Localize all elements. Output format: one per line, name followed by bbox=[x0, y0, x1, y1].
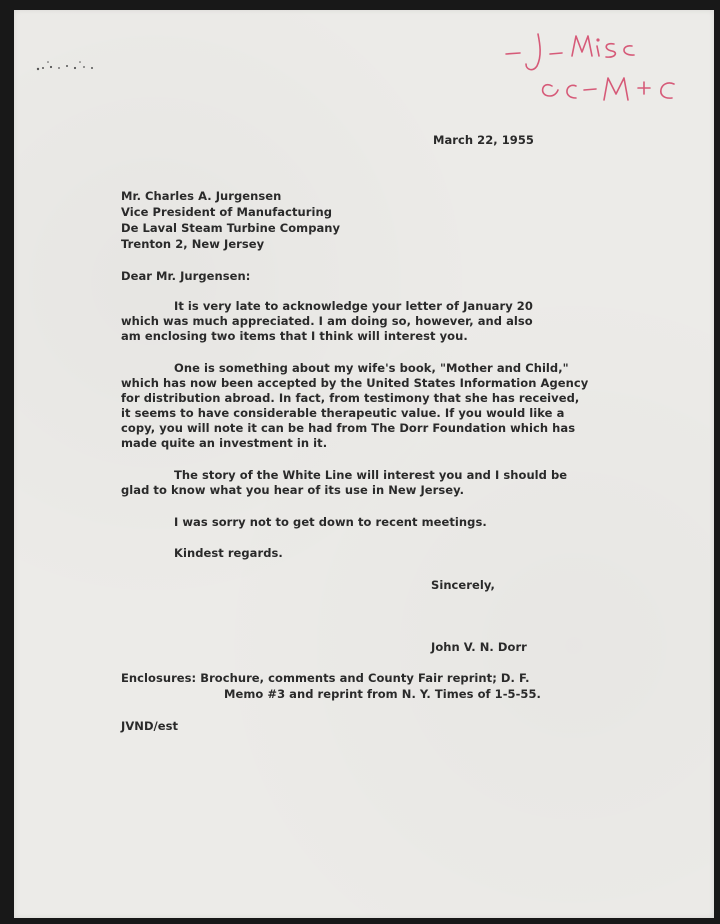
paragraph-line: which has now been accepted by the United States Information Agency bbox=[121, 376, 589, 390]
paragraph-line: glad to know what you hear of its use in New Jersey. bbox=[121, 483, 465, 497]
typist-initials: JVND/est bbox=[121, 719, 179, 733]
handwritten-note bbox=[504, 24, 714, 104]
salutation: Dear Mr. Jurgensen: bbox=[121, 269, 251, 283]
paragraph-line: it seems to have considerable therapeutic value. If you would like a bbox=[121, 406, 565, 420]
paragraph-line: Kindest regards. bbox=[174, 546, 283, 560]
paragraph-line: am enclosing two items that I think will interest you. bbox=[121, 329, 468, 343]
enclosures-line: Enclosures: Brochure, comments and County Fair reprint; D. F. bbox=[121, 671, 530, 685]
pencil-mark bbox=[34, 56, 114, 76]
recipient-line: De Laval Steam Turbine Company bbox=[121, 221, 341, 235]
paragraph-line: It is very late to acknowledge your letter of January 20 bbox=[174, 299, 533, 313]
closing: Sincerely, bbox=[431, 578, 495, 592]
paragraph-line: I was sorry not to get down to recent meetings. bbox=[174, 515, 487, 529]
paragraph-line: One is something about my wife's book, "Mother and Child," bbox=[174, 361, 569, 375]
paragraph-line: The story of the White Line will interest you and I should be bbox=[174, 468, 568, 482]
letter-date: March 22, 1955 bbox=[433, 133, 534, 147]
recipient-line: Mr. Charles A. Jurgensen bbox=[121, 189, 282, 203]
paragraph-line: copy, you will note it can be had from The Dorr Foundation which has bbox=[121, 421, 576, 435]
recipient-line: Vice President of Manufacturing bbox=[121, 205, 332, 219]
paragraph-line: for distribution abroad. In fact, from testimony that she has received, bbox=[121, 391, 580, 405]
paragraph-line: made quite an investment in it. bbox=[121, 436, 328, 450]
enclosures-line: Memo #3 and reprint from N. Y. Times of 1-5-55. bbox=[224, 687, 541, 701]
signature-name: John V. N. Dorr bbox=[431, 640, 527, 654]
paragraph-line: which was much appreciated. I am doing so, however, and also bbox=[121, 314, 533, 328]
letter-page bbox=[14, 10, 714, 918]
recipient-line: Trenton 2, New Jersey bbox=[121, 237, 265, 251]
